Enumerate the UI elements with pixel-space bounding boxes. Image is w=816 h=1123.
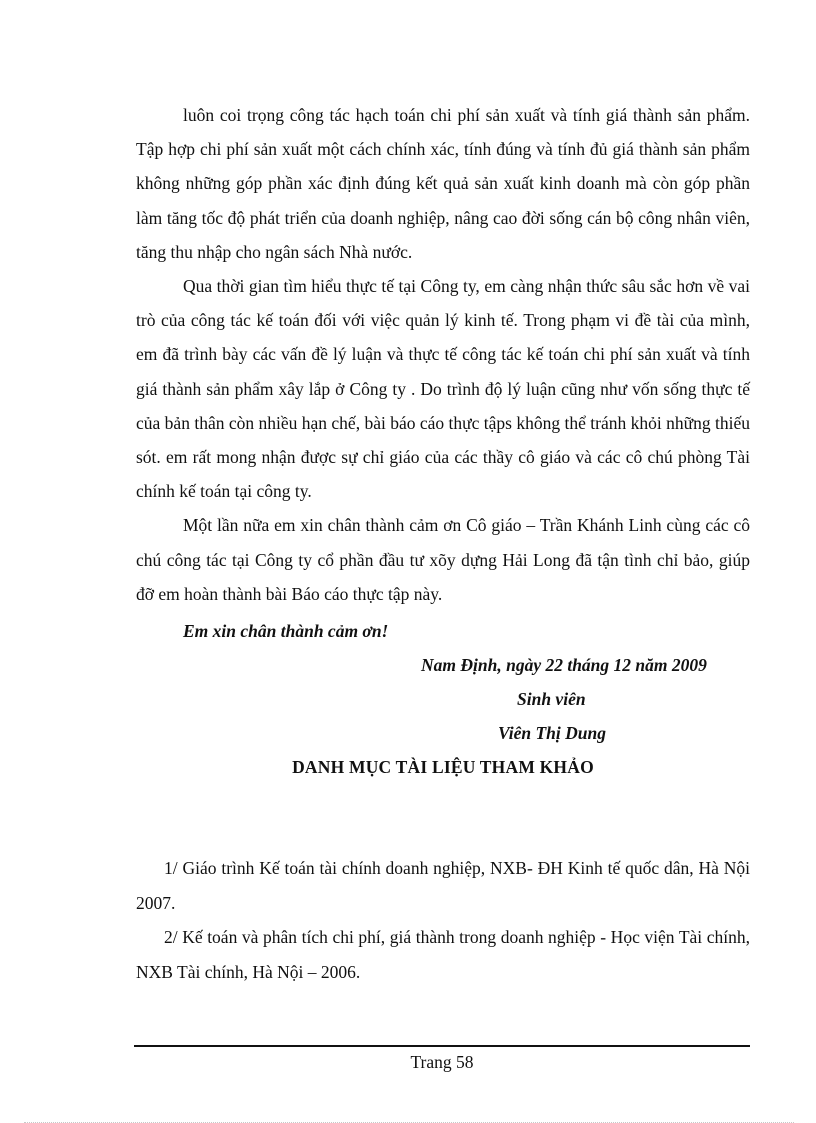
page-number: Trang 58 bbox=[410, 1052, 474, 1072]
paragraph-acknowledgement: Một lần nữa em xin chân thành cảm ơn Cô giáo – Trần Khánh Linh cùng các cô chú công tác tại Công ty cổ phần đầu tư xõy dựng Hải Long đã tận tình chỉ bảo, giúp đỡ em hoàn thành bài Báo cáo thực tập này. bbox=[136, 515, 750, 604]
body-text bbox=[136, 98, 750, 611]
paragraph-conclusion-1: luôn coi trọng công tác hạch toán chi phí sản xuất và tính giá thành sản phẩm. Tập hợp chi phí sản xuất một cách chính xác, tính đúng và tính đủ giá thành sản phẩm không những góp phần xác định đúng kết quả sản xuất kinh doanh mà còn góp phần làm tăng tốc độ phát triển của doanh nghiệp, nâng cao đời sống cán bộ công nhân viên, tăng thu nhập cho ngân sách Nhà nước. bbox=[136, 105, 750, 262]
references-heading: DANH MỤC TÀI LIỆU THAM KHẢO bbox=[292, 757, 594, 777]
signature-role: Sinh viên bbox=[517, 689, 586, 709]
thanks-line: Em xin chân thành cảm ơn! bbox=[183, 621, 389, 641]
signature-name: Viên Thị Dung bbox=[498, 723, 606, 743]
reference-item: 1/ Giáo trình Kế toán tài chính doanh nghiệp, NXB- ĐH Kinh tế quốc dân, Hà Nội 2007. bbox=[136, 858, 750, 913]
footer-divider bbox=[134, 1045, 750, 1047]
references-list bbox=[136, 851, 750, 989]
paragraph-conclusion-2: Qua thời gian tìm hiểu thực tế tại Công ty, em càng nhận thức sâu sắc hơn về vai trò của công tác kế toán đối với việc quản lý kinh tế. Trong phạm vi đề tài của mình, em đã trình bày các vấn đề lý luận và thực tế công tác kế toán chi phí sản xuất và tính giá thành sản phẩm xây lắp ở Công ty . Do trình độ lý luận cũng như vốn sống thực tế của bản thân còn nhiều hạn chế, bài báo cáo thực tậps không thể tránh khỏi những thiếu sót. em rất mong nhận được sự chỉ giáo của các thầy cô giáo và các cô chú phòng Tài chính kế toán tại công ty. bbox=[136, 276, 750, 502]
signature-date: Nam Định, ngày 22 tháng 12 năm 2009 bbox=[421, 655, 707, 675]
reference-item: 2/ Kế toán và phân tích chi phí, giá thành trong doanh nghiệp - Học viện Tài chính, NXB Tài chính, Hà Nội – 2006. bbox=[136, 927, 750, 982]
